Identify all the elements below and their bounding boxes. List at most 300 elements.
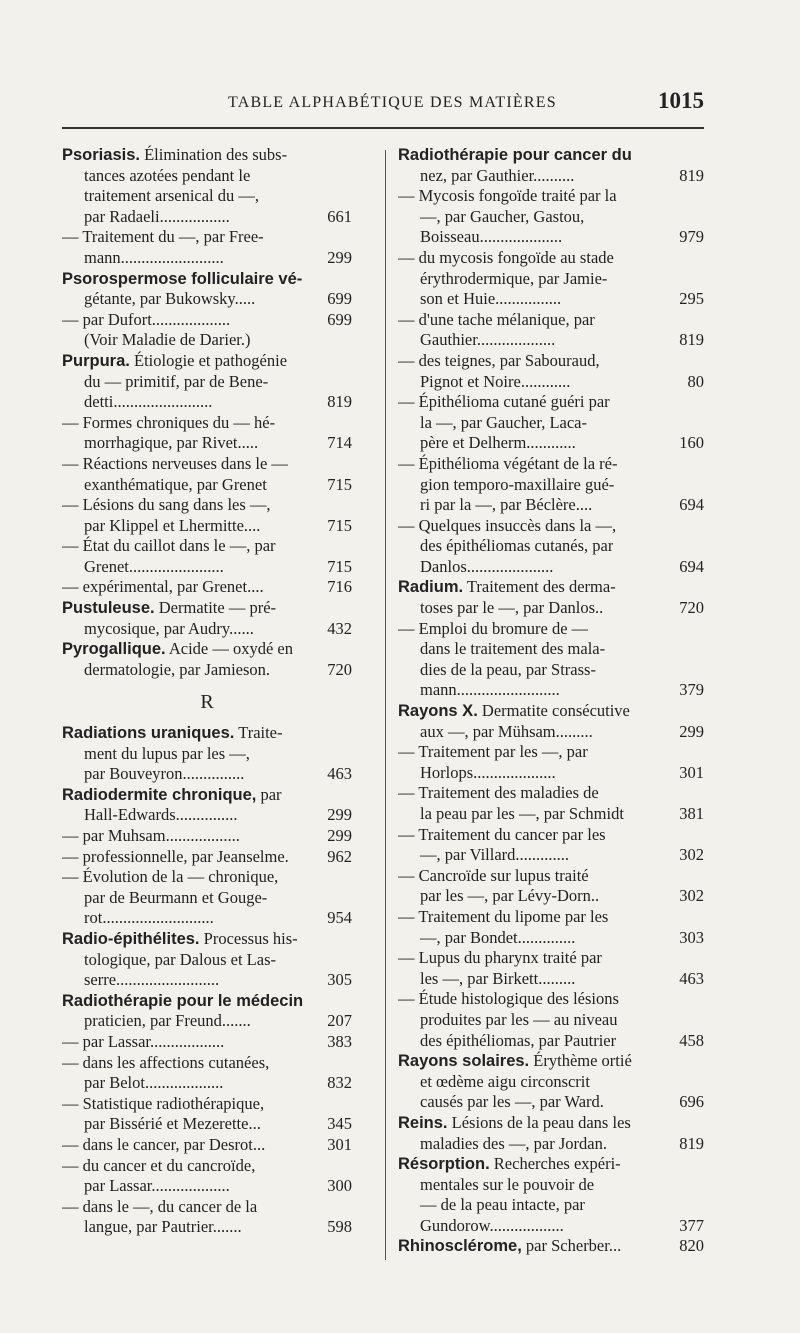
- index-line-text: praticien, par Freund.......: [84, 1011, 251, 1031]
- page-ref: 694: [679, 556, 704, 576]
- index-line-text: dermatologie, par Jamieson.: [84, 659, 271, 679]
- index-line: [62, 908, 352, 929]
- index-line: [62, 227, 352, 248]
- index-line-text: dies de la peau, par Strass-: [420, 659, 596, 679]
- index-line-text: mann.........................: [84, 247, 224, 267]
- index-line-text: causés par les —, par Ward.: [420, 1092, 604, 1112]
- index-line-text: mentales sur le pouvoir de: [420, 1174, 595, 1194]
- index-line: [62, 764, 352, 785]
- page-ref: [698, 948, 704, 969]
- index-entry: [62, 991, 352, 1238]
- index-line: [398, 825, 704, 846]
- index-line: [62, 1217, 352, 1238]
- index-line: [398, 1175, 704, 1196]
- index-line-text: — par Muhsam..................: [62, 826, 240, 845]
- page-ref: 954: [327, 908, 352, 928]
- index-line-text: — Épithélioma végétant de la ré-: [398, 453, 618, 473]
- index-line-text: Gauthier...................: [420, 330, 556, 350]
- page-ref: 716: [327, 577, 352, 597]
- page-ref: 299: [327, 826, 352, 845]
- page-ref: 463: [327, 764, 352, 784]
- page-header: [0, 86, 800, 122]
- page-ref: 699: [327, 309, 352, 329]
- index-line: [62, 867, 352, 888]
- page-ref: [346, 227, 352, 248]
- index-line-text: — dans le cancer, par Desrot...: [62, 1134, 266, 1154]
- index-line: [62, 1197, 352, 1218]
- index-line-text: produites par les — au niveau: [420, 1009, 618, 1029]
- index-line-text: — expérimental, par Grenet....: [62, 577, 264, 597]
- index-entry: [62, 723, 352, 785]
- index-line-text: Radiodermite chronique, par: [62, 784, 282, 804]
- page-ref: 379: [679, 680, 704, 700]
- index-line: [398, 351, 704, 372]
- page-ref: [698, 351, 704, 372]
- index-line: [398, 495, 704, 516]
- index-line: [398, 207, 704, 228]
- index-line: [398, 660, 704, 681]
- index-entry: [62, 598, 352, 639]
- index-line-text: [62, 269, 302, 290]
- index-line-text: rot...........................: [84, 908, 214, 928]
- page-ref: [698, 742, 704, 763]
- index-line-text: Boisseau....................: [420, 227, 563, 247]
- index-line: [62, 392, 352, 413]
- page-number: 1015: [658, 88, 704, 113]
- index-line-text: Purpura. Étiologie et pathogénie: [62, 350, 288, 370]
- index-line: [62, 207, 352, 228]
- index-line-text: par les —, par Lévy-Dorn..: [420, 886, 600, 906]
- index-line-text: père et Delherm............: [420, 433, 576, 453]
- page-ref: [698, 783, 704, 804]
- page-ref: [698, 1113, 704, 1134]
- index-line-text: par Bouveyron...............: [84, 764, 245, 784]
- index-line: [398, 536, 704, 557]
- index-line-text: — Réactions nerveuses dans le —: [62, 453, 288, 473]
- index-line-text: Résorption. Recherches expéri-: [398, 1154, 621, 1174]
- index-line-text: Reins. Lésions de la peau dans les: [398, 1112, 631, 1132]
- index-line: [398, 639, 704, 660]
- index-line: [398, 1031, 704, 1052]
- index-line: [62, 1073, 352, 1094]
- index-line: [398, 722, 704, 743]
- index-entry: [398, 1154, 704, 1236]
- index-line-text: — professionnelle, par Jeanselme.: [62, 846, 289, 866]
- index-line-text: aux —, par Mühsam.........: [420, 721, 593, 741]
- page-ref: [346, 186, 352, 207]
- index-entry: [398, 1113, 704, 1154]
- index-line-text: Gundorow..................: [420, 1215, 564, 1235]
- page-ref: 302: [679, 886, 704, 906]
- page-ref: [698, 866, 704, 887]
- index-line: [62, 289, 352, 310]
- index-line-text: — Lésions du sang dans les —,: [62, 495, 271, 515]
- index-entry: [62, 269, 352, 351]
- index-line: [398, 1216, 704, 1237]
- headword: Radium.: [398, 578, 464, 597]
- index-line: [62, 1053, 352, 1074]
- page-ref: 699: [327, 289, 352, 309]
- page-ref: [698, 1010, 704, 1031]
- index-line: [398, 701, 704, 722]
- page-ref: [346, 1197, 352, 1218]
- page-ref: [346, 950, 352, 971]
- index-line: [398, 907, 704, 928]
- page-ref: 458: [679, 1030, 704, 1050]
- index-line-text: [62, 991, 303, 1012]
- index-line-text: —, par Gaucher, Gastou,: [420, 206, 585, 226]
- index-line-text: detti........................: [84, 392, 213, 412]
- page-ref: [698, 989, 704, 1010]
- index-line-text: Rayons X. Dermatite consécutive: [398, 701, 630, 721]
- index-line: [398, 269, 704, 290]
- index-line-text: — par Dufort...................: [62, 309, 231, 329]
- page-ref: [346, 723, 352, 744]
- index-line: [62, 805, 352, 826]
- page-ref: [698, 269, 704, 290]
- page-ref: 302: [679, 845, 704, 865]
- index-line-text: du — primitif, par de Bene-: [84, 371, 269, 391]
- index-line: [62, 1094, 352, 1115]
- index-line-text: par Belot...................: [84, 1073, 224, 1093]
- headword: Rayons solaires.: [398, 1052, 530, 1071]
- page-ref: [346, 1053, 352, 1074]
- index-line: [62, 413, 352, 434]
- page-ref: [346, 454, 352, 475]
- page-ref: 696: [679, 1092, 704, 1112]
- index-line: [62, 970, 352, 991]
- page-ref: 160: [679, 433, 704, 453]
- index-line-text: mycosique, par Audry......: [84, 618, 254, 638]
- page-ref: 661: [327, 206, 352, 226]
- index-line: [62, 433, 352, 454]
- index-line-text: ri par la —, par Béclère....: [420, 495, 593, 515]
- page-ref: [698, 825, 704, 846]
- index-line-text: Pignot et Noire............: [420, 371, 571, 391]
- index-entry: [62, 639, 352, 680]
- index-line: [62, 723, 352, 744]
- page-ref: [346, 1094, 352, 1115]
- index-line: [62, 1114, 352, 1135]
- index-line: [398, 289, 704, 310]
- page-ref: 207: [327, 1011, 352, 1031]
- page-ref: [346, 888, 352, 909]
- index-line: [62, 785, 352, 806]
- header-rule: [62, 127, 704, 129]
- index-line-text: Pustuleuse. Dermatite — pré-: [62, 598, 277, 618]
- index-line-text: Radio-épithélites. Processus his-: [62, 928, 298, 948]
- index-line-text: —, par Bondet..............: [420, 927, 576, 947]
- index-line: [62, 454, 352, 475]
- headword: Pustuleuse.: [62, 599, 155, 618]
- headword: Purpura.: [62, 351, 130, 370]
- index-line-text: ment du lupus par les —,: [84, 743, 250, 763]
- page-ref: [698, 639, 704, 660]
- index-line: [398, 475, 704, 496]
- page-ref: 80: [687, 371, 704, 391]
- index-line: [62, 847, 352, 868]
- left-column: [62, 145, 352, 1238]
- index-line-text: les —, par Birkett.........: [420, 968, 576, 988]
- index-entry: [398, 1051, 704, 1113]
- index-line-text: — Traitement par les —, par: [398, 742, 588, 762]
- index-line: [62, 372, 352, 393]
- page-ref: 694: [679, 495, 704, 515]
- index-line: [62, 310, 352, 331]
- page-ref: [346, 929, 352, 950]
- index-line-text: Hall-Edwards...............: [84, 805, 238, 825]
- page-ref: 720: [327, 659, 352, 679]
- index-line-text: dans le traitement des mala-: [420, 639, 606, 659]
- index-line: [62, 660, 352, 681]
- index-line-text: Psoriasis. Élimination des subs-: [62, 145, 288, 164]
- page-ref: [698, 516, 704, 537]
- page-ref: [698, 186, 704, 207]
- page-ref: 715: [327, 556, 352, 576]
- index-line: [62, 639, 352, 660]
- page-ref: [346, 639, 352, 660]
- index-line: [398, 1051, 704, 1072]
- page-ref: [698, 536, 704, 557]
- index-entry: [398, 1236, 704, 1257]
- page-ref: [346, 598, 352, 619]
- index-line: [398, 413, 704, 434]
- page-ref: 962: [327, 846, 352, 866]
- index-line-text: — Statistique radiothérapique,: [62, 1093, 265, 1113]
- index-line-text: — Étude histologique des lésions: [398, 989, 619, 1009]
- index-line-text: — dans les affections cutanées,: [62, 1052, 270, 1072]
- index-line: [62, 186, 352, 207]
- page-ref: 715: [327, 474, 352, 494]
- page-ref: 299: [327, 805, 352, 825]
- index-line-text: — Épithélioma cutané guéri par: [398, 392, 610, 412]
- index-line-text: par Lassar...................: [84, 1176, 230, 1196]
- index-line-text: par Radaeli.................: [84, 206, 230, 226]
- page-ref: 383: [327, 1031, 352, 1051]
- page-ref: [698, 413, 704, 434]
- page-ref: [698, 907, 704, 928]
- index-line-text: serre.........................: [84, 970, 220, 990]
- index-line: [62, 1176, 352, 1197]
- page-ref: [346, 536, 352, 557]
- page-ref: 295: [679, 289, 704, 309]
- index-line: [398, 1010, 704, 1031]
- page-ref: [698, 660, 704, 681]
- index-line-text: la peau par les —, par Schmidt: [420, 804, 624, 823]
- page-ref: [698, 207, 704, 228]
- index-line-text: Rhinosclérome, par Scherber...: [398, 1236, 622, 1256]
- index-line: [62, 557, 352, 578]
- index-entry: [62, 145, 352, 269]
- index-line: [62, 330, 352, 351]
- index-line-text: tologique, par Dalous et Las-: [84, 949, 276, 969]
- index-line-text: par Klippel et Lhermitte....: [84, 515, 261, 535]
- index-line: [398, 392, 704, 413]
- index-line-text: des épithéliomas cutanés, par: [420, 536, 614, 556]
- page-ref: 305: [327, 970, 352, 990]
- index-entry: [398, 701, 704, 1051]
- index-line-text: — de la peau intacte, par: [420, 1195, 585, 1215]
- page-ref: 820: [679, 1236, 704, 1256]
- index-entry: [62, 929, 352, 991]
- headword: Reins.: [398, 1113, 448, 1132]
- page-ref: 301: [327, 1134, 352, 1154]
- page-ref: [346, 1156, 352, 1177]
- index-line-text: — des teignes, par Sabouraud,: [398, 350, 600, 370]
- index-line: [398, 516, 704, 537]
- headword: Psorospermose folliculaire vé-: [62, 269, 303, 288]
- headword: Radiodermite chronique,: [62, 785, 257, 804]
- page-ref: 715: [327, 515, 352, 535]
- index-line-text: (Voir Maladie de Darier.): [84, 330, 251, 350]
- index-line-text: — Lupus du pharynx traité par: [398, 948, 602, 968]
- page-ref: [698, 701, 704, 722]
- page-ref: 598: [327, 1217, 352, 1237]
- index-line: [398, 227, 704, 248]
- right-column: [398, 145, 704, 1257]
- index-line-text: gétante, par Bukowsky.....: [84, 289, 256, 309]
- index-line-text: la —, par Gaucher, Laca-: [420, 412, 587, 432]
- index-line-text: — Cancroïde sur lupus traité: [398, 865, 589, 885]
- page-ref: 714: [327, 433, 352, 453]
- index-line: [398, 969, 704, 990]
- index-line-text: — par Lassar..................: [62, 1031, 225, 1051]
- index-line: [398, 248, 704, 269]
- index-line: [398, 577, 704, 598]
- headword: Psoriasis.: [62, 146, 140, 164]
- page-ref: 377: [679, 1215, 704, 1235]
- index-line: [62, 1032, 352, 1053]
- index-line-text: [398, 145, 632, 166]
- index-line-text: — du cancer et du cancroïde,: [62, 1155, 256, 1175]
- index-line-text: et œdème aigu circonscrit: [420, 1071, 590, 1091]
- page-ref: [698, 248, 704, 269]
- index-line: [62, 929, 352, 950]
- index-line-text: — dans le —, du cancer de la: [62, 1196, 258, 1216]
- index-line-text: — Traitement du lipome par les: [398, 906, 609, 926]
- headword: Radiothérapie pour cancer du: [398, 146, 632, 164]
- index-line-text: — Traitement du cancer par les: [398, 824, 606, 844]
- index-line: [398, 763, 704, 784]
- page-ref: [346, 413, 352, 434]
- index-line: [62, 577, 352, 598]
- index-line: [398, 372, 704, 393]
- page-ref: [346, 991, 352, 1012]
- index-line: [398, 145, 704, 166]
- index-line: [62, 495, 352, 516]
- index-line-text: — Formes chroniques du — hé-: [62, 412, 276, 432]
- page-ref: 381: [679, 804, 704, 823]
- page-ref: 303: [679, 927, 704, 947]
- index-line: [62, 950, 352, 971]
- index-line-text: maladies des —, par Jordan.: [420, 1133, 607, 1153]
- index-line: [398, 928, 704, 949]
- page-ref: [346, 372, 352, 393]
- index-line: [398, 783, 704, 804]
- index-line: [62, 145, 352, 166]
- index-line-text: traitement arsenical du —,: [84, 186, 260, 206]
- index-line: [62, 1135, 352, 1156]
- index-line-text: — Traitement du —, par Free-: [62, 227, 264, 247]
- page-ref: [698, 454, 704, 475]
- headword: Rayons X.: [398, 702, 478, 721]
- index-entry: [62, 785, 352, 929]
- page-ref: [346, 867, 352, 888]
- index-line: [398, 989, 704, 1010]
- page-ref: 300: [327, 1176, 352, 1196]
- index-line-text: — du mycosis fongoïde au stade: [398, 247, 614, 267]
- index-line: [398, 433, 704, 454]
- index-line-text: mann.........................: [420, 680, 560, 700]
- index-line: [62, 536, 352, 557]
- page-ref: 463: [679, 968, 704, 988]
- index-line: [398, 330, 704, 351]
- index-line-text: langue, par Pautrier.......: [84, 1217, 242, 1237]
- index-line: [62, 269, 352, 290]
- index-line-text: — État du caillot dans le —, par: [62, 536, 276, 556]
- column-divider: [385, 150, 386, 1260]
- index-line: [398, 804, 704, 825]
- index-line-text: —, par Villard.............: [420, 845, 570, 865]
- page-ref: [698, 1051, 704, 1072]
- index-line-text: — d'une tache mélanique, par: [398, 309, 595, 329]
- page-ref: [346, 495, 352, 516]
- headword: Résorption.: [398, 1155, 490, 1174]
- index-line: [62, 744, 352, 765]
- index-line-text: Rayons solaires. Érythème ortié: [398, 1051, 632, 1071]
- page-ref: 832: [327, 1073, 352, 1093]
- index-entry: [62, 351, 352, 598]
- index-line-text: toses par le —, par Danlos..: [420, 598, 604, 618]
- page-ref: [698, 1154, 704, 1175]
- page-ref: [346, 166, 352, 187]
- page-ref: 819: [327, 392, 352, 412]
- index-line: [62, 475, 352, 496]
- index-line: [62, 166, 352, 187]
- page-ref: 301: [679, 762, 704, 782]
- index-line-text: — Quelques insuccès dans la —,: [398, 515, 617, 535]
- index-line-text: tances azotées pendant le: [84, 165, 251, 185]
- index-line-text: — Mycosis fongoïde traité par la: [398, 186, 617, 206]
- index-line: [398, 1113, 704, 1134]
- index-line: [398, 742, 704, 763]
- index-line: [398, 310, 704, 331]
- index-line: [398, 886, 704, 907]
- page-ref: [346, 145, 352, 166]
- index-line: [62, 888, 352, 909]
- index-line-text: gion temporo-maxillaire gué-: [420, 474, 615, 494]
- index-line-text: des épithéliomas, par Pautrier: [420, 1030, 617, 1050]
- index-line-text: nez, par Gauthier..........: [420, 165, 575, 185]
- page-ref: [698, 392, 704, 413]
- index-line: [398, 866, 704, 887]
- index-line: [62, 991, 352, 1012]
- index-line: [398, 454, 704, 475]
- index-line-text: par de Beurmann et Gouge-: [84, 887, 268, 907]
- index-line-text: Horlops....................: [420, 762, 556, 782]
- headword: Radiothérapie pour le médecin: [62, 991, 304, 1010]
- index-line-text: exanthématique, par Grenet: [84, 474, 267, 494]
- index-line-text: — Évolution de la — chronique,: [62, 867, 279, 887]
- page-ref: [698, 619, 704, 640]
- index-line-text: Danlos.....................: [420, 556, 554, 576]
- running-title: TABLE ALPHABÉTIQUE DES MATIÈRES: [228, 94, 557, 111]
- page-ref: [346, 330, 352, 351]
- index-line: [62, 619, 352, 640]
- index-line-text: — Traitement des maladies de: [398, 783, 599, 803]
- page-ref: [698, 310, 704, 331]
- page-ref: [346, 269, 352, 290]
